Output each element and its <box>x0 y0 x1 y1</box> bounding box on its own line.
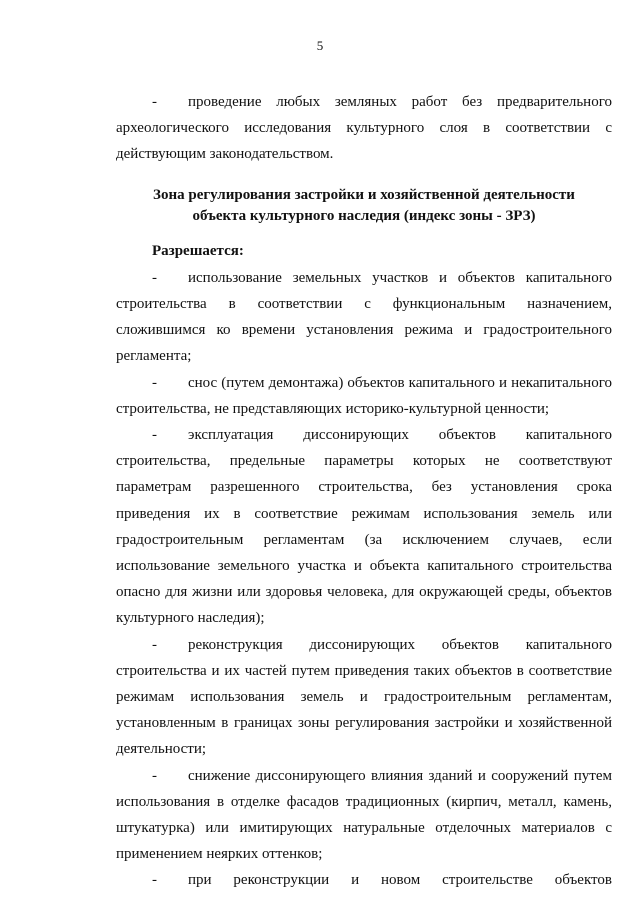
page-number: 5 <box>316 38 324 53</box>
list-item-text: реконструкция диссонирующих объектов капитального строительства и их частей путем приведения таких объектов в соответствие режимам использования земель и градостроительным регламентам, установленным в границах зоны регулирования застройки и хозяйственной деятельности; <box>116 636 612 758</box>
section-heading-line-2: объекта культурного наследия (индекс зоны - ЗРЗ) <box>192 207 536 224</box>
list-item-facade-finishing <box>116 763 612 868</box>
list-item-text: проведение любых земляных работ без предварительного археологического исследования культурного слоя в соответствии с действующим законодательством. <box>116 94 612 163</box>
list-item-demolition <box>116 370 612 422</box>
list-item-text: при реконструкции и новом строительстве объектов <box>188 872 612 889</box>
list-item-text: снос (путем демонтажа) объектов капитального и некапитального строительства, не представляющих историко-культурной ценности; <box>116 374 612 417</box>
list-item-exploitation <box>116 422 612 632</box>
list-item-reconstruction <box>116 632 612 763</box>
list-bullet: - <box>152 872 157 889</box>
list-bullet: - <box>152 269 157 286</box>
list-bullet: - <box>152 427 157 444</box>
list-bullet: - <box>152 94 157 110</box>
allowed-label: Разрешается: <box>152 242 244 259</box>
list-item-text: использование земельных участков и объектов капитального строительства в соответствии с функциональным назначением, сложившимся ко времени установления режима и градостроительного регламента; <box>116 269 612 365</box>
list-bullet: - <box>152 374 157 391</box>
document-body <box>116 89 612 894</box>
list-item-text: эксплуатация диссонирующих объектов капитального строительства, предельные параметры которых не соответствуют параметрам разрешенного строительства, без установления срока приведения их в соответствие режимам использования земель или градостроительным регламентам (за исключением случаев, если использование земельного участка и объекта капитального строительства опасно для жизни или здоровья человека, для окружающей среды, объектов культурного наследия); <box>116 427 612 627</box>
list-item-excavation <box>116 89 612 168</box>
list-bullet: - <box>152 767 157 784</box>
list-item-land-use <box>116 265 612 370</box>
list-bullet: - <box>152 636 157 653</box>
list-item-new-construction <box>116 867 612 893</box>
section-heading <box>116 185 612 227</box>
list-item-text: снижение диссонирующего влияния зданий и сооружений путем использования в отделке фасадов традиционных (кирпич, металл, камень, штукатурка) или имитирующих натуральные отделочных материалов с применением неярких оттенков; <box>116 767 612 863</box>
section-heading-line-1: Зона регулирования застройки и хозяйственной деятельности <box>153 186 575 203</box>
